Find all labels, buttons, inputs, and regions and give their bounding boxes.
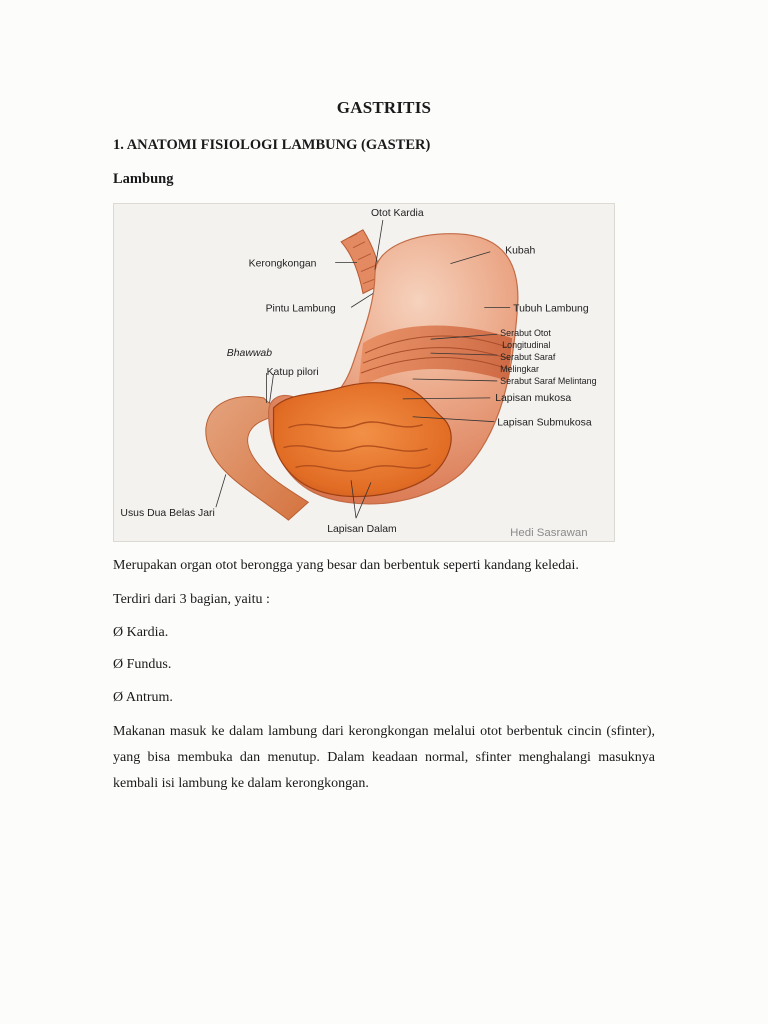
label-melingkar: Melingkar xyxy=(500,364,539,375)
label-serabut-otot: Serabut Otot xyxy=(500,328,551,339)
label-usus-dua-belas-jari: Usus Dua Belas Jari xyxy=(120,508,215,520)
list-item-fundus: Ø Fundus. xyxy=(113,657,172,672)
label-tubuh-lambung: Tubuh Lambung xyxy=(513,303,589,315)
stomach-anatomy-figure xyxy=(113,203,615,542)
paragraph-sphincter: Makanan masuk ke dalam lambung dari kerongkongan melalui otot berbentuk cincin (sfinter), yang bisa membuka dan menutup. Dalam keadaan normal, sfinter menghalangi masuknya kembali isi lambung ke dalam kerongkongan. xyxy=(113,724,655,791)
label-serabut-saraf-melintang: Serabut Saraf Melintang xyxy=(500,375,597,386)
label-katup-pilori: Katup pilori xyxy=(266,366,319,378)
label-otot-kardia: Otot Kardia xyxy=(370,207,424,219)
document-title: GASTRITIS xyxy=(336,98,432,117)
stomach-inner-lining xyxy=(274,383,452,497)
subheading: Lambung xyxy=(113,171,174,187)
section-heading: 1. ANATOMI FISIOLOGI LAMBUNG (GASTER) xyxy=(113,137,431,153)
label-lapisan-mukosa: Lapisan mukosa xyxy=(495,392,572,404)
label-lapisan-submukosa: Lapisan Submukosa xyxy=(497,417,592,429)
stomach-diagram xyxy=(114,204,614,541)
label-longitudinal: Longitudinal xyxy=(502,340,551,351)
label-serabut-saraf: Serabut Saraf xyxy=(500,352,556,363)
figure-credit: Hedi Sasrawan xyxy=(510,527,588,540)
list-item-kardia: Ø Kardia. xyxy=(113,625,169,640)
label-kubah: Kubah xyxy=(505,245,536,257)
paragraph-description: Merupakan organ otot berongga yang besar dan berbentuk seperti kandang keledai. xyxy=(113,558,579,573)
label-bhawwab: Bhawwab xyxy=(226,348,273,360)
label-pintu-lambung: Pintu Lambung xyxy=(265,303,336,315)
paragraph-parts-intro: Terdiri dari 3 bagian, yaitu : xyxy=(113,592,270,607)
list-item-antrum: Ø Antrum. xyxy=(113,690,173,705)
label-lapisan-dalam: Lapisan Dalam xyxy=(327,524,397,536)
label-kerongkongan: Kerongkongan xyxy=(248,258,317,270)
